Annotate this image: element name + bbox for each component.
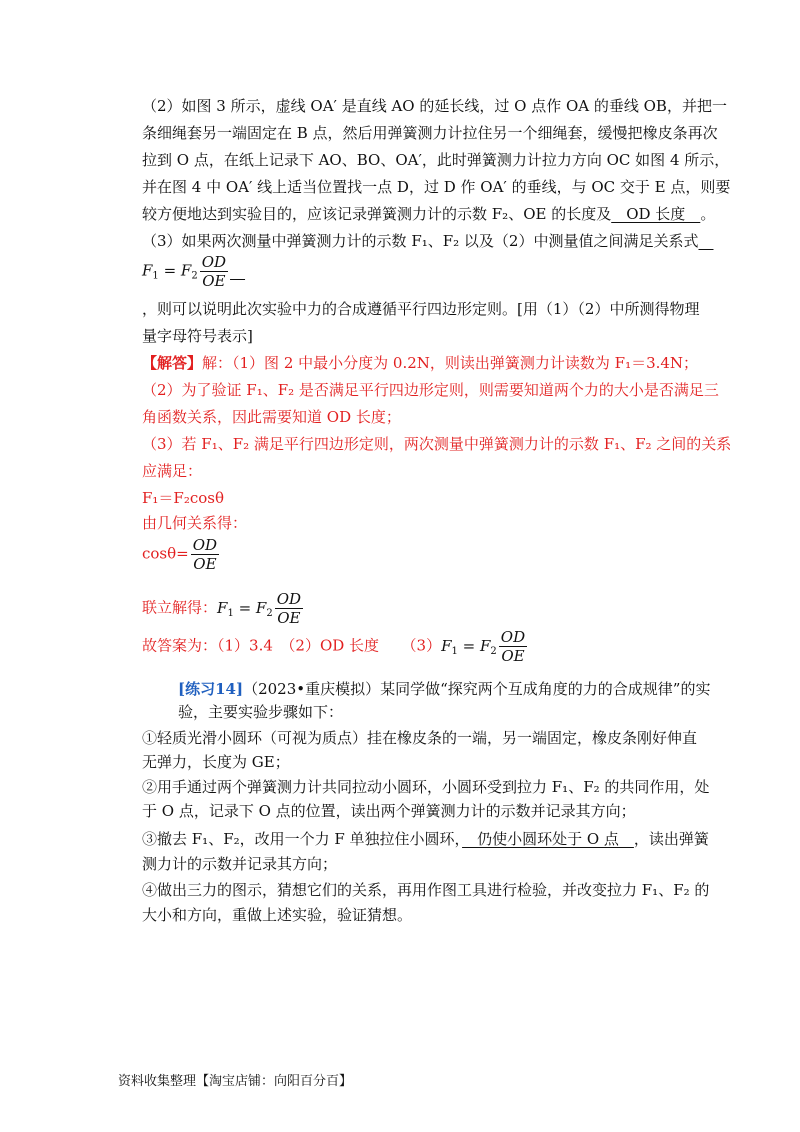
- fraction-numerator: OD: [500, 628, 526, 646]
- formula-equals: =: [158, 261, 181, 280]
- exercise-14-title-text: （2023•重庆模拟）某同学做“探究两个互成角度的力的合成规律”的实: [243, 680, 711, 698]
- step-3-text: ③撤去 F₁、F₂，改用一个力 F 单独拉住小圆环，: [142, 830, 463, 848]
- fraction-numerator: OD: [201, 253, 227, 271]
- final-answer-text: 故答案为：（1）3.4 （2）OD 长度 （3）: [142, 636, 442, 655]
- final-answer: [142, 628, 702, 668]
- formula-sub2: 2: [490, 645, 497, 657]
- answer-text-1: 解：（1）图 2 中最小分度为 0.2N，则读出弹簧测力计读数为 F₁＝3.4N；: [202, 354, 699, 372]
- question-3-line-4: 量字母符号表示]: [142, 327, 253, 345]
- exercise-14-tag: [练习14]: [178, 680, 244, 698]
- question-3-line-1: [142, 231, 702, 251]
- formula-f1: F: [142, 261, 153, 280]
- final-formula: [441, 628, 529, 665]
- answer-solve-formula: [142, 590, 702, 630]
- formula-sub2: 2: [191, 270, 198, 282]
- formula-fraction: [200, 253, 228, 290]
- step-3-line-1: [142, 829, 709, 849]
- question-2-line-1: （2）如图 3 所示，虚线 OA′ 是直线 AO 的延长线，过 O 点作 OA 的垂线 OB，并把一: [142, 97, 727, 115]
- question-2-line-4: 并在图 4 中 OA′ 线上适当位置找一点 D，过 D 作 OA′ 的垂线，与 OC 交于 E 点，则要: [142, 178, 731, 196]
- formula-f1: F: [217, 598, 228, 617]
- formula-sub1: 1: [227, 607, 234, 619]
- question-2-text: 较方便地达到实验目的，应该记录弹簧测力计的示数 F₂、OE 的长度及: [142, 205, 612, 223]
- solve-label: 联立解得：: [142, 598, 218, 617]
- answer-line-2a: （2）为了验证 F₁、F₂ 是否满足平行四边形定则，则需要知道两个力的大小是否满足三: [142, 381, 719, 399]
- formula-f2: F: [180, 261, 192, 280]
- question-2-line-2: 条细绳套另一端固定在 B 点，然后用弹簧测力计拉住另一个细绳套，缓慢把橡皮条再次: [142, 124, 718, 142]
- question-3-text: （3）如果两次测量中弹簧测力计的示数 F₁、F₂ 以及（2）中测量值之间满足关系式: [142, 232, 699, 250]
- answer-line-3b: 应满足：: [142, 462, 203, 480]
- formula-sub2: 2: [266, 607, 273, 619]
- formula-sub1: 1: [451, 645, 458, 657]
- answer-cos-formula: [142, 536, 702, 576]
- step-2-line-2: 于 O 点，记录下 O 点的位置，读出两个弹簧测力计的示数并记录其方向；: [142, 802, 636, 820]
- fraction-numerator: OD: [276, 590, 302, 608]
- blank-underline: [698, 232, 713, 250]
- fraction-denominator: OE: [193, 555, 217, 573]
- formula-f1: F: [441, 636, 452, 655]
- step-2-line-1: ②用手通过两个弹簧测力计共同拉动小圆环，小圆环受到拉力 F₁、F₂ 的共同作用，处: [142, 778, 710, 796]
- step-1-line-1: ①轻质光滑小圆环（可视为质点）挂在橡皮条的一端，另一端固定，橡皮条刚好伸直: [142, 729, 698, 747]
- step-1-line-2: 无弹力，长度为 GE；: [142, 753, 290, 771]
- answer-blank-od-length: OD 长度: [611, 205, 701, 223]
- formula-f2: F: [255, 598, 267, 617]
- fraction-denominator: OE: [501, 647, 525, 665]
- question-3-line-3: ，则可以说明此次实验中力的合成遵循平行四边形定则。[用（1）（2）中所测得物理: [142, 300, 700, 318]
- answer-line-3a: （3）若 F₁、F₂ 满足平行四边形定则，两次测量中弹簧测力计的示数 F₁、F₂ 之间的关系: [142, 435, 732, 453]
- formula-equals: =: [457, 636, 480, 655]
- footer-text: 资料收集整理【淘宝店铺：向阳百分百】: [118, 1074, 353, 1089]
- question-2-line-3: 拉到 O 点，在纸上记录下 AO、BO、OA′，此时弹簧测力计拉力方向 OC 如图 4 所示，: [142, 151, 730, 169]
- answer-tag: 【解答】: [142, 354, 203, 372]
- fraction-denominator: OE: [202, 272, 226, 290]
- solve-formula: [217, 590, 305, 627]
- final-fraction: [499, 628, 527, 665]
- cos-label: cosθ=: [142, 544, 189, 563]
- blank-underline: [230, 262, 245, 280]
- fraction-denominator: OE: [277, 609, 301, 627]
- fraction-numerator: OD: [192, 536, 218, 554]
- answer-equation-1: F₁＝F₂cosθ: [142, 489, 225, 507]
- step-3-line-2: 测力计的示数并记录其方向；: [142, 855, 338, 873]
- answer-line-2b: 角函数关系，因此需要知道 OD 长度；: [142, 408, 401, 426]
- solve-fraction: [275, 590, 303, 627]
- question-2-line-5: [142, 204, 716, 224]
- exercise-14-title: [178, 679, 738, 699]
- period: 。: [700, 205, 716, 223]
- exercise-14-title-2: 验，主要实验步骤如下：: [178, 703, 344, 721]
- answer-blank-o-point: 仍使小圆环处于 O 点: [462, 830, 634, 848]
- step-4-line-2: 大小和方向，重做上述实验，验证猜想。: [142, 906, 413, 924]
- question-3-formula: [142, 253, 702, 293]
- formula-sub1: 1: [152, 270, 159, 282]
- step-4-line-1: ④做出三力的图示，猜想它们的关系，再用作图工具进行检验，并改变拉力 F₁、F₂ 的: [142, 881, 710, 899]
- cos-fraction: [191, 536, 219, 573]
- formula-f2: F: [480, 636, 491, 655]
- answer-line-1: [142, 353, 702, 373]
- answer-geometry-label: 由几何关系得：: [142, 514, 248, 532]
- step-3-suffix: ，读出弹簧: [633, 830, 709, 848]
- formula-equals: =: [233, 598, 256, 617]
